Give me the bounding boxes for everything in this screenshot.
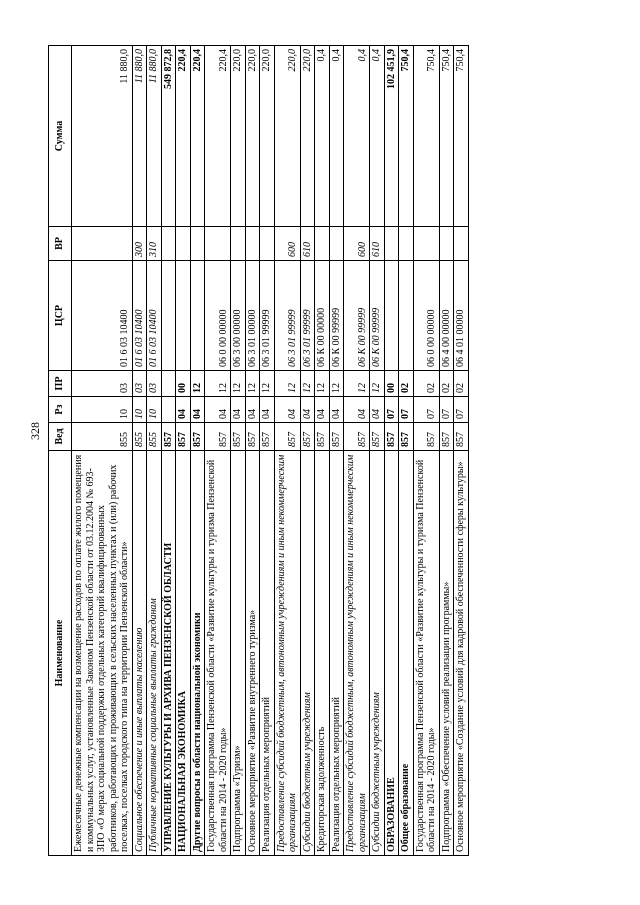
- table-row: [72, 46, 133, 856]
- table-header-row: [49, 46, 72, 856]
- cell-name: Другие вопросы в области национальной экономики: [190, 451, 205, 856]
- cell-name: Кредиторская задолженность: [315, 451, 330, 856]
- cell-rz: 10: [72, 397, 133, 423]
- table-row: [454, 46, 469, 856]
- header-rz: Рз: [49, 397, 72, 423]
- cell-rz: 04: [329, 397, 344, 423]
- cell-name: Предоставление субсидий бюджетным, автономным учреждениям и иным некоммерческим организациям: [274, 451, 300, 856]
- cell-pr: 02: [454, 371, 469, 397]
- cell-ved: 857: [329, 423, 344, 451]
- table-row: [176, 46, 191, 856]
- cell-csr: 06 0 00 00000: [413, 261, 439, 371]
- cell-name: Публичные нормативные социальные выплаты гражданам: [147, 451, 162, 856]
- cell-ved: 857: [190, 423, 205, 451]
- cell-vr: 310: [147, 227, 162, 261]
- cell-vr: [454, 227, 469, 261]
- cell-rz: 04: [274, 397, 300, 423]
- cell-csr: 01 6 03 10400: [72, 261, 133, 371]
- cell-vr: [205, 227, 231, 261]
- rotated-page-area: [48, 46, 560, 856]
- cell-sum: 220,4: [176, 46, 191, 227]
- cell-rz: 10: [147, 397, 162, 423]
- cell-ved: 857: [260, 423, 275, 451]
- table-row: [329, 46, 344, 856]
- cell-vr: [399, 227, 414, 261]
- cell-rz: 07: [384, 397, 399, 423]
- cell-ved: 857: [344, 423, 370, 451]
- header-csr: ЦСР: [49, 261, 72, 371]
- cell-ved: 855: [72, 423, 133, 451]
- cell-vr: [315, 227, 330, 261]
- cell-name: ОБРАЗОВАНИЕ: [384, 451, 399, 856]
- cell-vr: [439, 227, 454, 261]
- cell-sum: 0,4: [370, 46, 385, 227]
- cell-sum: 0,4: [344, 46, 370, 227]
- cell-ved: 857: [439, 423, 454, 451]
- cell-vr: [413, 227, 439, 261]
- header-vr: ВР: [49, 227, 72, 261]
- rotated-table-container: [48, 46, 560, 856]
- cell-csr: 06 3 01 00000: [245, 261, 260, 371]
- cell-pr: 12: [344, 371, 370, 397]
- cell-rz: 04: [300, 397, 315, 423]
- cell-pr: 12: [245, 371, 260, 397]
- cell-sum: 750,4: [399, 46, 414, 227]
- cell-pr: 12: [260, 371, 275, 397]
- cell-sum: 750,4: [454, 46, 469, 227]
- table-row: [300, 46, 315, 856]
- table-body: [72, 46, 469, 856]
- cell-csr: 01 6 03 10400: [132, 261, 147, 371]
- table-row: [344, 46, 370, 856]
- cell-name: НАЦИОНАЛЬНАЯ ЭКОНОМИКА: [176, 451, 191, 856]
- cell-pr: 03: [72, 371, 133, 397]
- table-row: [190, 46, 205, 856]
- cell-ved: 857: [370, 423, 385, 451]
- cell-vr: 300: [132, 227, 147, 261]
- cell-sum: 549 872,8: [161, 46, 176, 227]
- cell-pr: 00: [176, 371, 191, 397]
- cell-rz: 04: [344, 397, 370, 423]
- table-row: [260, 46, 275, 856]
- cell-pr: 02: [399, 371, 414, 397]
- cell-rz: 04: [260, 397, 275, 423]
- cell-pr: 12: [329, 371, 344, 397]
- cell-ved: 857: [413, 423, 439, 451]
- cell-ved: 857: [454, 423, 469, 451]
- cell-ved: 857: [384, 423, 399, 451]
- cell-name: Основное мероприятие «Развитие внутреннего туризма»: [245, 451, 260, 856]
- cell-rz: 04: [205, 397, 231, 423]
- cell-pr: 00: [384, 371, 399, 397]
- cell-csr: 06 К 00 99999: [370, 261, 385, 371]
- cell-sum: 220,0: [245, 46, 260, 227]
- cell-vr: [245, 227, 260, 261]
- cell-sum: 220,0: [231, 46, 246, 227]
- cell-pr: 12: [300, 371, 315, 397]
- cell-sum: 0,4: [329, 46, 344, 227]
- cell-rz: 07: [454, 397, 469, 423]
- cell-name: Подпрограмма «Туризм»: [231, 451, 246, 856]
- cell-name: Реализация отдельных мероприятий: [260, 451, 275, 856]
- cell-rz: 04: [315, 397, 330, 423]
- cell-vr: [72, 227, 133, 261]
- cell-csr: [399, 261, 414, 371]
- table-row: [147, 46, 162, 856]
- cell-vr: [329, 227, 344, 261]
- header-name: Наименование: [49, 451, 72, 856]
- cell-csr: 06 К 00 99999: [344, 261, 370, 371]
- cell-sum: 102 451,9: [384, 46, 399, 227]
- cell-pr: 12: [190, 371, 205, 397]
- cell-name: Ежемесячные денежные компенсации на возмещение расходов по оплате жилого помещения и коммунальных услуг, установленные Законом Пензенской области от 03.12.2004 № 693-ЗПО «О мерах социальной поддержки отдельных категорий квалифицированных работников, работающих и проживающих в сельских населенных пунктах и (или) рабочих поселках, поселках городского типа на территории Пензенской области»: [72, 451, 133, 856]
- cell-ved: 857: [176, 423, 191, 451]
- cell-vr: [176, 227, 191, 261]
- cell-vr: [260, 227, 275, 261]
- header-sum: Сумма: [49, 46, 72, 227]
- cell-name: Предоставление субсидий бюджетным, автономным учреждениям и иным некоммерческим организациям: [344, 451, 370, 856]
- table-row: [315, 46, 330, 856]
- cell-rz: 07: [399, 397, 414, 423]
- cell-sum: 11 880,0: [132, 46, 147, 227]
- cell-csr: [161, 261, 176, 371]
- cell-name: Подпрограмма «Обеспечение условий реализации программы»: [439, 451, 454, 856]
- cell-sum: 220,0: [260, 46, 275, 227]
- cell-pr: [161, 371, 176, 397]
- cell-ved: 857: [399, 423, 414, 451]
- table-row: [384, 46, 399, 856]
- cell-ved: 857: [161, 423, 176, 451]
- cell-pr: 12: [315, 371, 330, 397]
- cell-vr: [384, 227, 399, 261]
- cell-rz: [161, 397, 176, 423]
- cell-rz: 07: [413, 397, 439, 423]
- cell-ved: 857: [315, 423, 330, 451]
- cell-sum: 220,4: [190, 46, 205, 227]
- cell-name: Государственная программа Пензенской области «Развитие культуры и туризма Пензенской области на 2014 - 2020 годы»: [205, 451, 231, 856]
- cell-ved: 857: [300, 423, 315, 451]
- budget-table: [48, 45, 469, 856]
- cell-sum: 750,4: [413, 46, 439, 227]
- cell-vr: [231, 227, 246, 261]
- cell-rz: 10: [132, 397, 147, 423]
- cell-csr: 06 3 01 99999: [300, 261, 315, 371]
- cell-csr: 06 4 01 00000: [454, 261, 469, 371]
- cell-vr: 610: [370, 227, 385, 261]
- table-row: [245, 46, 260, 856]
- cell-csr: 01 6 03 10400: [147, 261, 162, 371]
- table-row: [274, 46, 300, 856]
- cell-sum: 220,0: [274, 46, 300, 227]
- cell-vr: [161, 227, 176, 261]
- cell-name: Субсидии бюджетным учреждениям: [300, 451, 315, 856]
- cell-csr: 06 3 00 00000: [231, 261, 246, 371]
- cell-csr: 06 3 01 99999: [260, 261, 275, 371]
- cell-pr: 03: [147, 371, 162, 397]
- cell-csr: [176, 261, 191, 371]
- cell-sum: 750,4: [439, 46, 454, 227]
- cell-csr: [384, 261, 399, 371]
- cell-vr: [190, 227, 205, 261]
- cell-vr: 600: [344, 227, 370, 261]
- cell-sum: 220,4: [205, 46, 231, 227]
- cell-pr: 12: [231, 371, 246, 397]
- cell-sum: 11 880,0: [147, 46, 162, 227]
- cell-sum: 0,4: [315, 46, 330, 227]
- table-row: [413, 46, 439, 856]
- cell-pr: 02: [439, 371, 454, 397]
- cell-vr: 600: [274, 227, 300, 261]
- cell-rz: 04: [231, 397, 246, 423]
- cell-sum: 11 880,0: [72, 46, 133, 227]
- cell-name: УПРАВЛЕНИЕ КУЛЬТУРЫ И АРХИВА ПЕНЗЕНСКОЙ ОБЛАСТИ: [161, 451, 176, 856]
- table-row: [370, 46, 385, 856]
- cell-name: Реализация отдельных мероприятий: [329, 451, 344, 856]
- cell-pr: 03: [132, 371, 147, 397]
- cell-pr: 12: [274, 371, 300, 397]
- cell-csr: [190, 261, 205, 371]
- cell-rz: 07: [439, 397, 454, 423]
- cell-ved: 855: [147, 423, 162, 451]
- table-row: [205, 46, 231, 856]
- cell-sum: 220,0: [300, 46, 315, 227]
- cell-rz: 04: [190, 397, 205, 423]
- table-row: [231, 46, 246, 856]
- table-row: [439, 46, 454, 856]
- cell-ved: 857: [245, 423, 260, 451]
- cell-csr: 06 3 01 99999: [274, 261, 300, 371]
- header-pr: ПР: [49, 371, 72, 397]
- cell-pr: 12: [370, 371, 385, 397]
- cell-name: Общее образование: [399, 451, 414, 856]
- cell-rz: 04: [176, 397, 191, 423]
- cell-ved: 857: [231, 423, 246, 451]
- cell-csr: 06 0 00 00000: [205, 261, 231, 371]
- cell-csr: 06 К 00 99999: [329, 261, 344, 371]
- table-row: [399, 46, 414, 856]
- cell-ved: 857: [205, 423, 231, 451]
- cell-pr: 12: [205, 371, 231, 397]
- page-number: 328: [28, 422, 42, 440]
- cell-rz: 04: [370, 397, 385, 423]
- table-row: [132, 46, 147, 856]
- header-ved: Вед: [49, 423, 72, 451]
- cell-name: Основное мероприятие «Создание условий для кадровой обеспеченности сферы культуры»: [454, 451, 469, 856]
- cell-vr: 610: [300, 227, 315, 261]
- cell-csr: 06 4 00 00000: [439, 261, 454, 371]
- cell-name: Социальное обеспечение и иные выплаты населению: [132, 451, 147, 856]
- cell-ved: 857: [274, 423, 300, 451]
- cell-ved: 855: [132, 423, 147, 451]
- table-row: [161, 46, 176, 856]
- cell-pr: 02: [413, 371, 439, 397]
- cell-name: Государственная программа Пензенской области «Развитие культуры и туризма Пензенской области на 2014 - 2020 годы»: [413, 451, 439, 856]
- cell-name: Субсидии бюджетным учреждениям: [370, 451, 385, 856]
- cell-csr: 06 К 00 00000: [315, 261, 330, 371]
- cell-rz: 04: [245, 397, 260, 423]
